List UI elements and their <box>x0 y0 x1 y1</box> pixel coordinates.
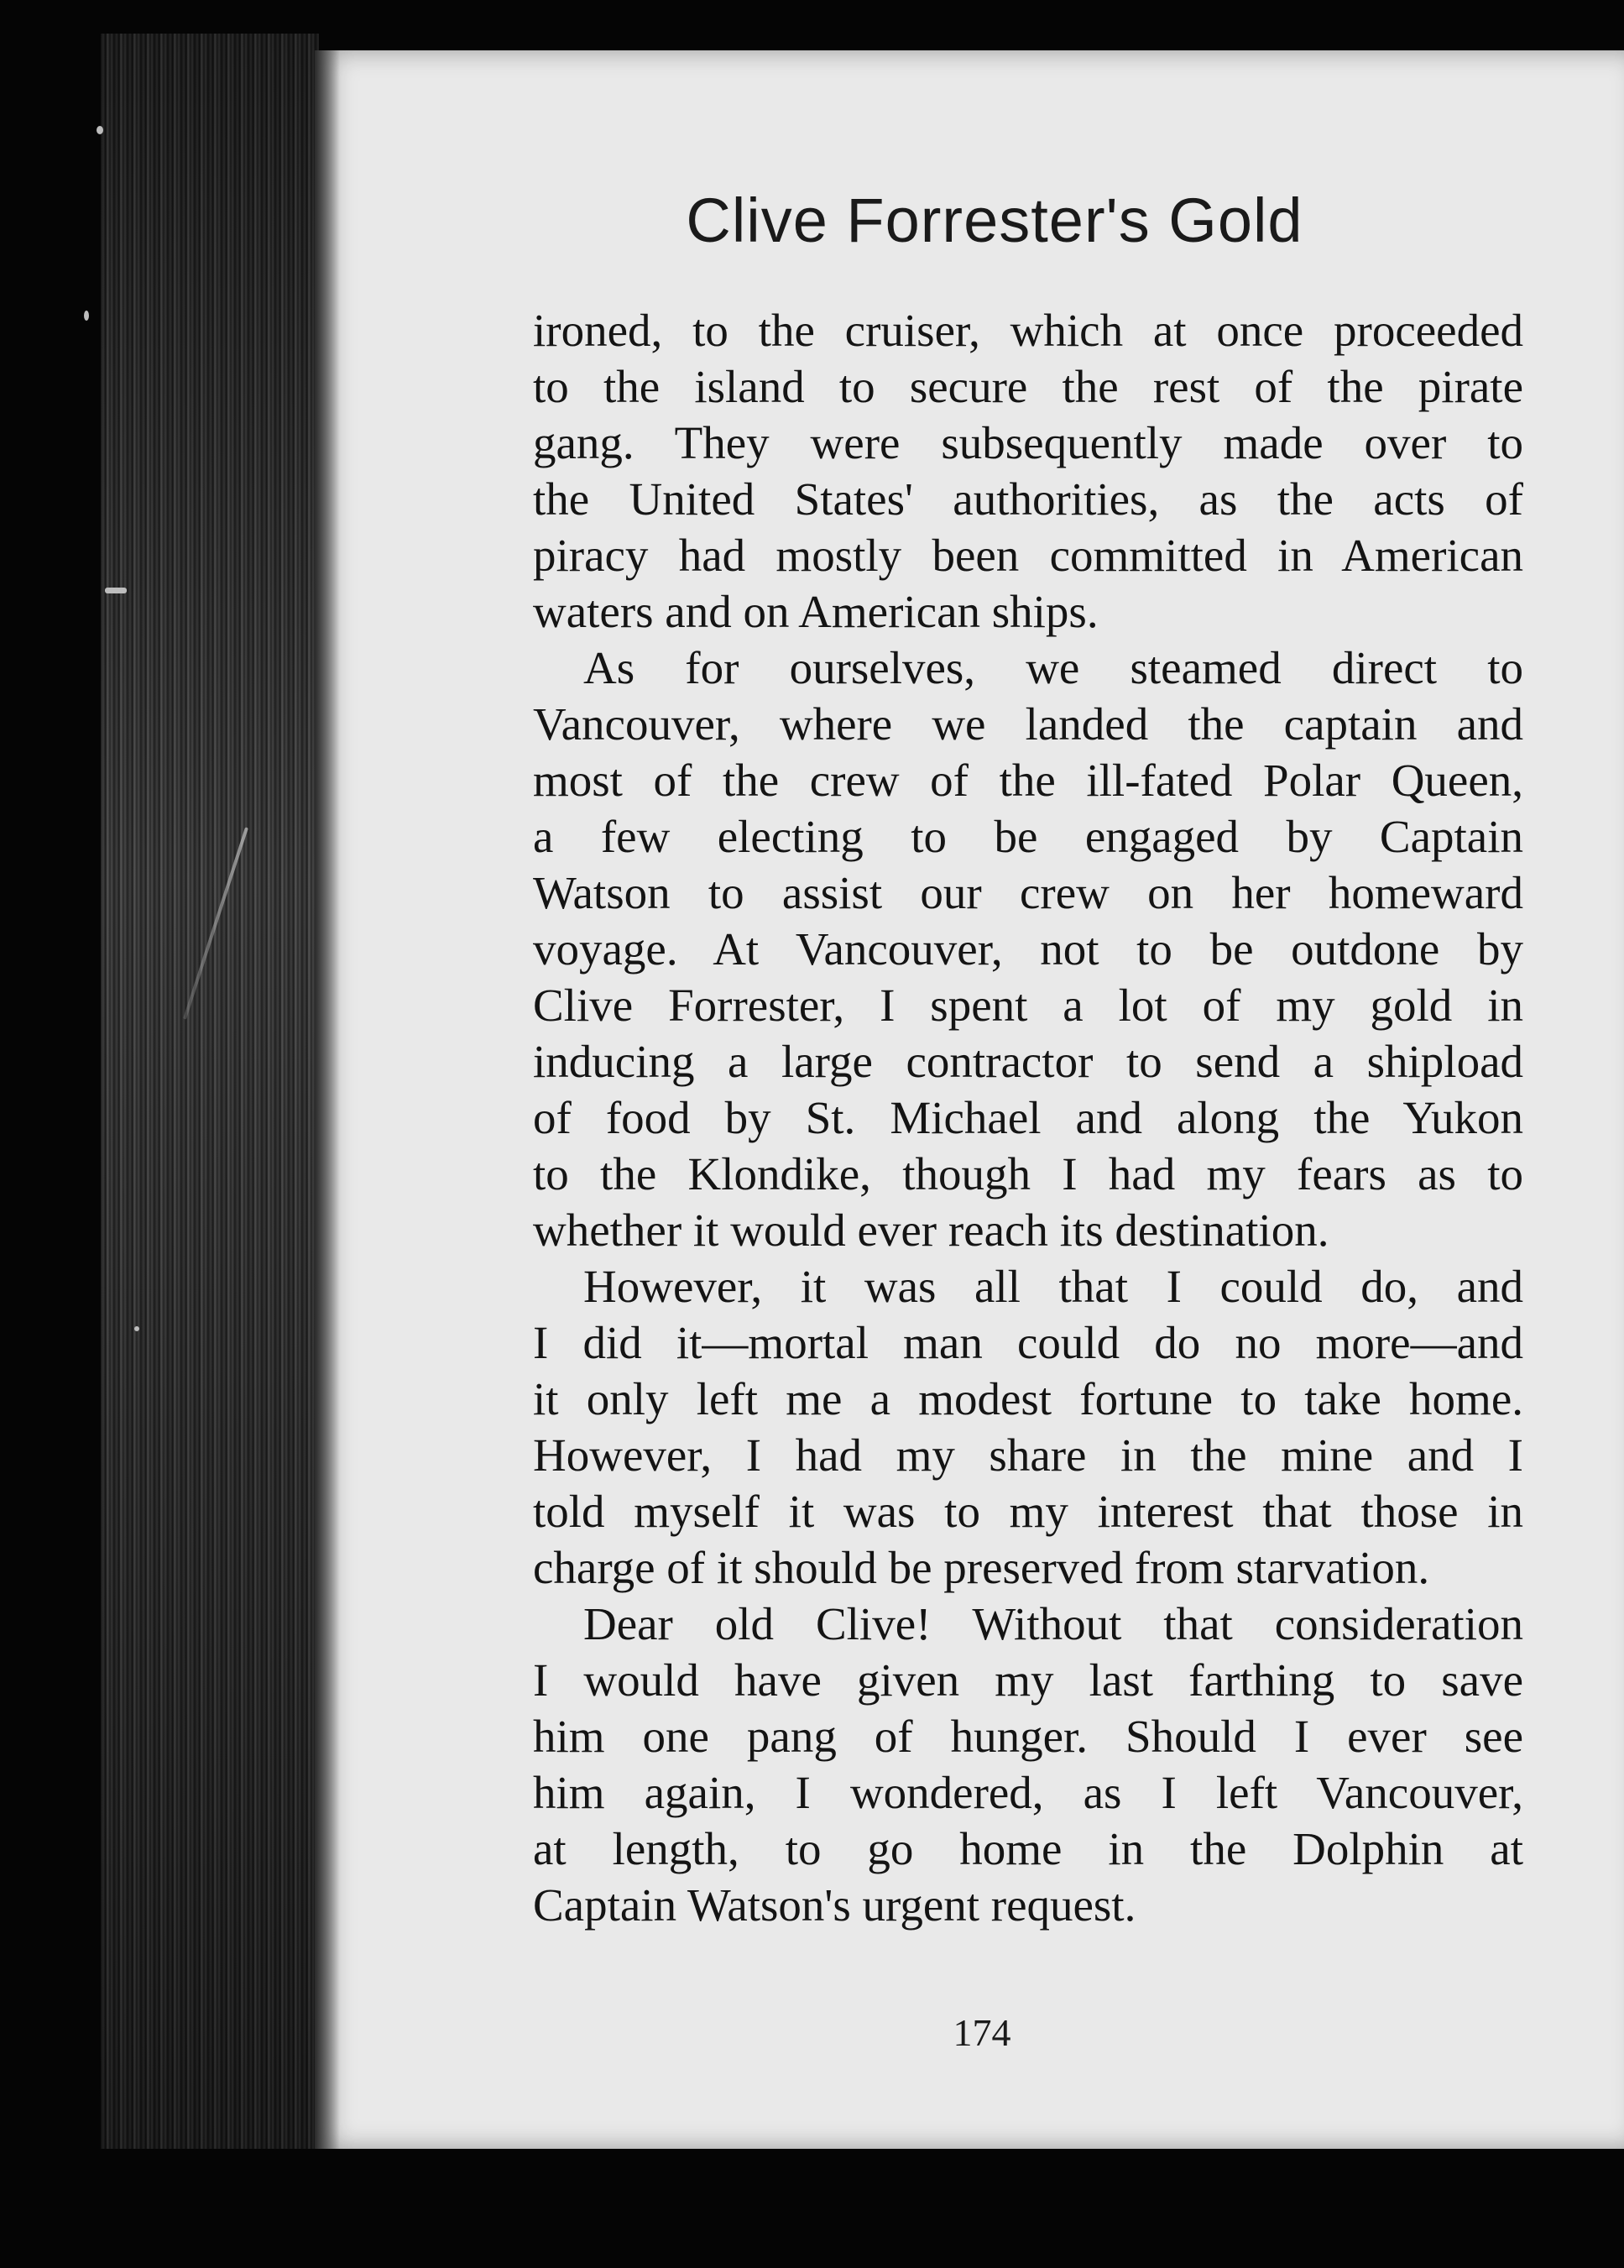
text-line: I did it—mortal man could do no more—and <box>533 1317 1523 1368</box>
paragraph <box>533 1596 1523 1933</box>
text-line: to the Klondike, though I had my fears as to <box>533 1148 1523 1199</box>
dust-speck <box>134 1326 139 1331</box>
text-line: a few electing to be engaged by Captain <box>533 811 1523 862</box>
text-line: I would have given my last farthing to save <box>533 1654 1523 1706</box>
body-text <box>533 302 1523 1933</box>
text-line: to the island to secure the rest of the pirate <box>533 361 1523 412</box>
text-line: ironed, to the cruiser, which at once proceeded <box>533 305 1523 356</box>
dust-speck <box>105 588 127 593</box>
text-line: Clive Forrester, I spent a lot of my gold in <box>533 980 1523 1031</box>
text-line: piracy had mostly been committed in American <box>533 530 1523 581</box>
text-line: whether it would ever reach its destination. <box>533 1205 1329 1256</box>
text-line: told myself it was to my interest that those in <box>533 1486 1523 1537</box>
text-line: it only left me a modest fortune to take home. <box>533 1373 1523 1424</box>
text-line: voyage. At Vancouver, not to be outdone by <box>533 923 1523 975</box>
text-line: him one pang of hunger. Should I ever see <box>533 1711 1523 1762</box>
text-line: Captain Watson's urgent request. <box>533 1879 1136 1931</box>
text-line: Watson to assist our crew on her homeward <box>533 867 1523 918</box>
text-line: As for ourselves, we steamed direct to <box>583 642 1523 693</box>
text-line: him again, I wondered, as I left Vancouver, <box>533 1767 1523 1818</box>
dust-speck <box>84 311 89 321</box>
text-line: charge of it should be preserved from starvation. <box>533 1542 1430 1593</box>
text-line: gang. They were subsequently made over to <box>533 417 1523 468</box>
paragraph <box>533 640 1523 1258</box>
page-number: 174 <box>953 2011 1011 2054</box>
text-line: However, I had my share in the mine and I <box>533 1429 1523 1481</box>
book-page <box>315 50 1624 2149</box>
book-page-edges <box>101 34 319 2149</box>
dust-speck <box>97 126 103 134</box>
text-line: of food by St. Michael and along the Yukon <box>533 1092 1523 1143</box>
text-line: Vancouver, where we landed the captain and <box>533 698 1523 750</box>
text-line: waters and on American ships. <box>533 586 1099 637</box>
running-head: Clive Forrester's Gold <box>686 186 1303 255</box>
text-line: most of the crew of the ill-fated Polar Queen, <box>533 755 1523 806</box>
paragraph <box>533 1258 1523 1596</box>
text-line: inducing a large contractor to send a shipload <box>533 1036 1523 1087</box>
text-line: at length, to go home in the Dolphin at <box>533 1823 1523 1874</box>
text-line: the United States' authorities, as the acts of <box>533 473 1523 525</box>
paragraph <box>533 302 1523 640</box>
text-line: However, it was all that I could do, and <box>583 1261 1523 1312</box>
text-line: Dear old Clive! Without that consideration <box>583 1598 1523 1649</box>
